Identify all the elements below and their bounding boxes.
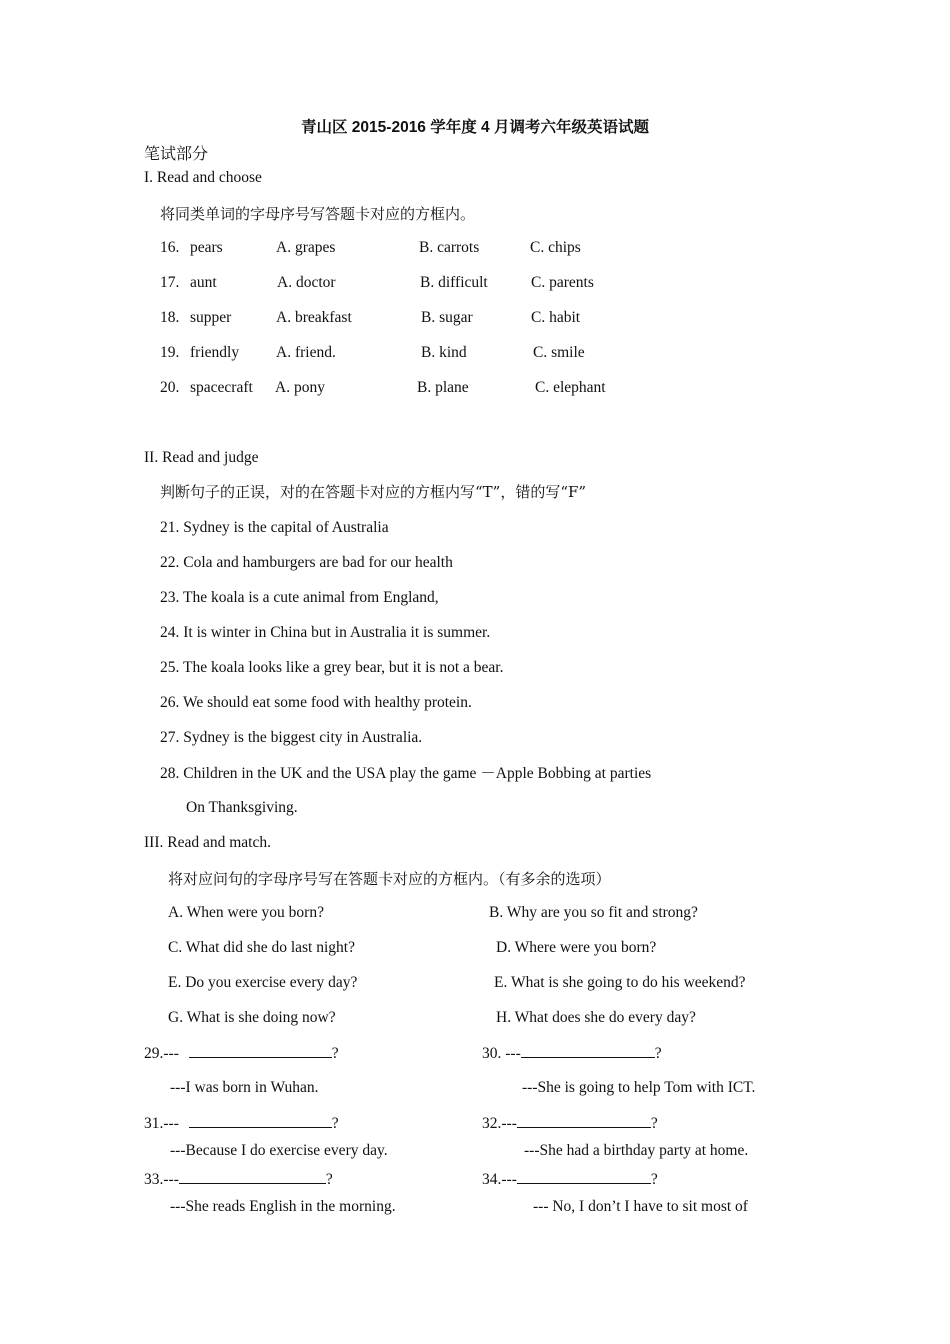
dialog-number: 33.--- — [144, 1171, 179, 1188]
question-mark: ? — [650, 1171, 658, 1188]
part-label: 笔试部分 — [144, 144, 209, 163]
judge-item: 23. The koala is a cute animal from England, — [160, 589, 439, 606]
dialog-question-31 — [144, 1113, 339, 1134]
answer-blank[interactable] — [517, 1113, 651, 1128]
match-option-d: D. Where were you born? — [496, 939, 657, 956]
question-number: 18. — [160, 309, 180, 326]
dialog-number: 34.--- — [482, 1171, 517, 1188]
match-option-e: E. Do you exercise every day? — [168, 974, 358, 991]
question-mark: ? — [650, 1115, 658, 1132]
dialog-answer-32: ---She had a birthday party at home. — [524, 1142, 749, 1159]
question-mark: ? — [331, 1115, 339, 1132]
dialog-question-30 — [482, 1043, 662, 1064]
question-number: 17. — [160, 274, 180, 291]
judge-item: 27. Sydney is the biggest city in Australia. — [160, 729, 423, 746]
section3-instruction: 将对应问句的字母序号写在答题卡对应的方框内。（有多余的选项） — [168, 870, 611, 888]
dialog-question-33 — [144, 1169, 333, 1190]
question-word: friendly — [190, 344, 240, 361]
question-word: aunt — [190, 274, 217, 291]
answer-blank[interactable] — [521, 1043, 655, 1058]
answer-blank[interactable] — [517, 1169, 651, 1184]
judge-item: 28. Children in the UK and the USA play the game －Apple Bobbing at parties — [160, 765, 652, 782]
judge-item: 26. We should eat some food with healthy protein. — [160, 694, 472, 711]
judge-item: 25. The koala looks like a grey bear, but it is not a bear. — [160, 659, 504, 676]
answer-blank[interactable] — [189, 1113, 332, 1128]
dialog-number: 31.--- — [144, 1115, 179, 1132]
question-word: supper — [190, 309, 232, 326]
dialog-number: 29.--- — [144, 1045, 179, 1062]
match-option-c: C. What did she do last night? — [168, 939, 355, 956]
match-option-h: H. What does she do every day? — [496, 1009, 696, 1026]
match-option-b: B. Why are you so fit and strong? — [489, 904, 698, 921]
judge-item: 24. It is winter in China but in Australia it is summer. — [160, 624, 491, 641]
dialog-answer-31: ---Because I do exercise every day. — [170, 1142, 388, 1159]
match-option-g: G. What is she doing now? — [168, 1009, 336, 1026]
question-mark: ? — [325, 1171, 333, 1188]
option-b: B. kind — [421, 344, 467, 361]
dialog-number: 30. --- — [482, 1045, 521, 1062]
dialog-answer-33: ---She reads English in the morning. — [170, 1198, 396, 1215]
option-a: A. doctor — [277, 274, 336, 291]
answer-blank[interactable] — [179, 1169, 326, 1184]
question-word: spacecraft — [190, 379, 253, 396]
option-a: A. grapes — [276, 239, 336, 256]
dialog-question-32 — [482, 1113, 658, 1134]
option-c: C. chips — [530, 239, 581, 256]
answer-blank[interactable] — [189, 1043, 332, 1058]
match-option-a: A. When were you born? — [168, 904, 324, 921]
question-mark: ? — [331, 1045, 339, 1062]
section1-heading: I. Read and choose — [144, 169, 262, 186]
option-a: A. breakfast — [276, 309, 352, 326]
question-number: 19. — [160, 344, 180, 361]
question-number: 20. — [160, 379, 180, 396]
option-b: B. carrots — [419, 239, 480, 256]
dialog-question-34 — [482, 1169, 658, 1190]
option-c: C. habit — [531, 309, 581, 326]
judge-item: 22. Cola and hamburgers are bad for our health — [160, 554, 453, 571]
section2-heading: II. Read and judge — [144, 449, 259, 466]
page-title: 青山区 2015-2016 学年度 4 月调考六年级英语试题 — [301, 119, 649, 136]
section3-heading: III. Read and match. — [144, 834, 271, 851]
dialog-answer-34: --- No, I don’t I have to sit most of — [533, 1198, 748, 1215]
option-c: C. parents — [531, 274, 594, 291]
dialog-number: 32.--- — [482, 1115, 517, 1132]
dialog-answer-30: ---She is going to help Tom with ICT. — [522, 1079, 756, 1096]
judge-item: 21. Sydney is the capital of Australia — [160, 519, 389, 536]
match-option-e2: E. What is she going to do his weekend? — [494, 974, 746, 991]
option-b: B. difficult — [420, 274, 488, 291]
option-b: B. sugar — [421, 309, 473, 326]
dialog-answer-29: ---I was born in Wuhan. — [170, 1079, 319, 1096]
question-number: 16. — [160, 239, 180, 256]
option-a: A. friend. — [276, 344, 336, 361]
question-mark: ? — [654, 1045, 662, 1062]
dialog-question-29 — [144, 1043, 339, 1064]
section2-instruction: 判断句子的正误，对的在答题卡对应的方框内写“T”，错的写“F” — [160, 483, 587, 501]
judge-item-continuation: On Thanksgiving. — [186, 799, 298, 816]
option-c: C. smile — [533, 344, 585, 361]
option-c: C. elephant — [535, 379, 606, 396]
section1-instruction: 将同类单词的字母序号写答题卡对应的方框内。 — [160, 205, 476, 223]
option-a: A. pony — [275, 379, 325, 396]
question-word: pears — [190, 239, 223, 256]
option-b: B. plane — [417, 379, 469, 396]
